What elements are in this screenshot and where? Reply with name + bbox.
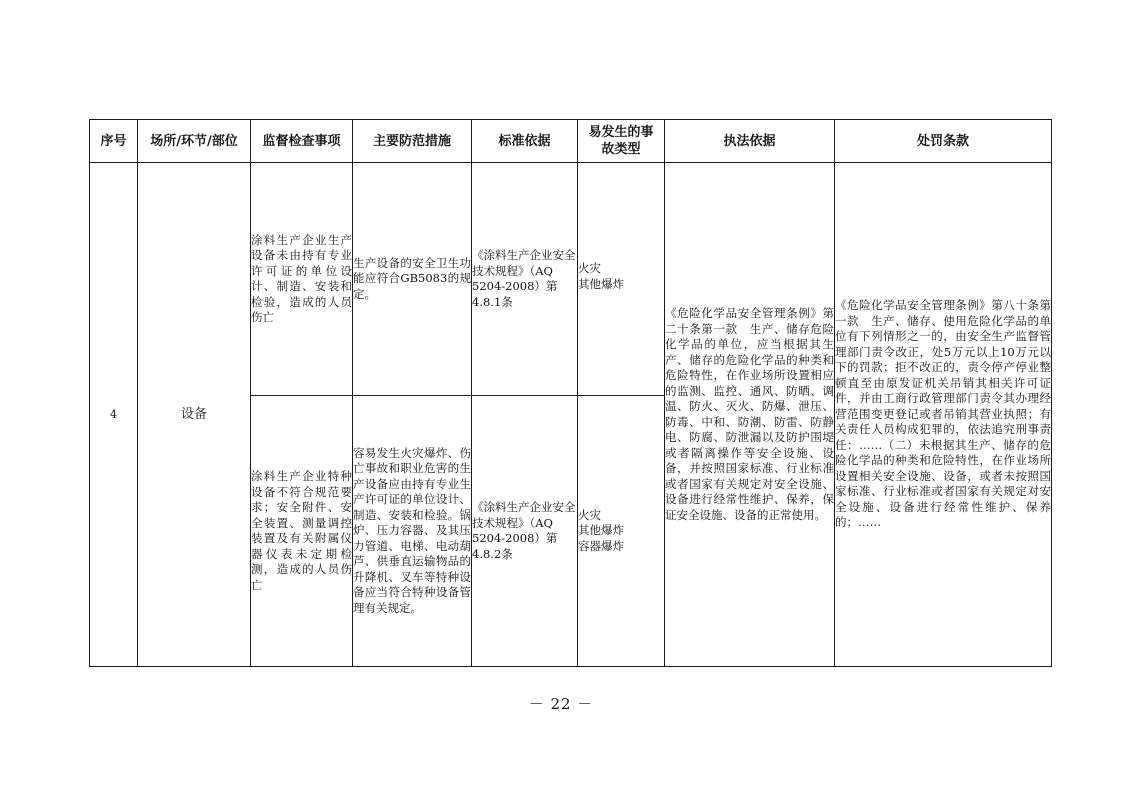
header-penalty: 处罚条款 — [835, 120, 1052, 163]
seq-cell: 4 — [90, 163, 138, 667]
header-row — [90, 120, 1052, 163]
header-seq: 序号 — [90, 120, 138, 163]
standard-cell: 《涂料生产企业安全技术规程》（AQ 5204-2008）第4.8.1条 — [472, 163, 578, 396]
standard-cell: 《涂料生产企业安全技术规程》（AQ 5204-2008）第4.8.2条 — [472, 396, 578, 667]
inspection-cell: 涂料生产企业特种设备不符合规范要求；安全附件、安全装置、测量调控装置及有关附属仪器仪表未定期检测，造成的人员伤亡 — [251, 396, 353, 667]
place-cell: 设备 — [138, 163, 251, 667]
header-place: 场所/环节/部位 — [138, 120, 251, 163]
accident-type-cell: 火灾 其他爆炸 — [578, 163, 665, 396]
measures-cell: 生产设备的安全卫生功能应符合GB5083的规定。 — [353, 163, 472, 396]
table-row — [90, 163, 1052, 396]
page-number: － 22 － — [528, 695, 594, 713]
header-inspection: 监督检查事项 — [251, 120, 353, 163]
regulation-table — [89, 119, 1052, 667]
inspection-cell: 涂料生产企业生产设备未由持有专业许可证的单位设计、制造、安装和检验，造成的人员伤亡 — [251, 163, 353, 396]
law-basis-cell: 《危险化学品安全管理条例》第二十条第一款 生产、储存危险化学品的单位，应当根据其生产、储存的危险化学品的种类和危险特性，在作业场所设置相应的监测、监控、通风、防晒、调温、防火、灭火、防爆、泄压、防毒、中和、防潮、防雷、防静电、防腐、防泄漏以及防护围堤或者隔离操作等安全设施、设备，并按照国家标准、行业标准或者国家有关规定对安全设施、设备进行经常性维护、保养，保证安全设施、设备的正常使用。 — [665, 163, 835, 667]
header-measures: 主要防范措施 — [353, 120, 472, 163]
header-accident-type: 易发生的事故类型 — [578, 120, 665, 163]
measures-cell: 容易发生火灾爆炸、伤亡事故和职业危害的生产设备应由持有专业生产许可证的单位设计、制造、安装和检验。锅炉、压力容器、及其压力管道、电梯、电动葫芦、供垂直运输物品的升降机、叉车等特种设备应当符合特种设备管理有关规定。 — [353, 396, 472, 667]
penalty-cell: 《危险化学品安全管理条例》第八十条第一款 生产、储存、使用危险化学品的单位有下列情形之一的，由安全生产监督管理部门责令改正，处5万元以上10万元以下的罚款；拒不改正的，责令停产停业整顿直至由原发证机关吊销其相关许可证件，并由工商行政管理部门责令其办理经营范围变更登记或者吊销其营业执照；有关责任人员构成犯罪的，依法追究刑事责任：……（二）未根据其生产、储存的危险化学品的种类和危险特性，在作业场所设置相关安全设施、设备，或者未按照国家标准、行业标准或者国家有关规定对安全设施、设备进行经常性维护、保养的；…… — [835, 163, 1052, 667]
header-standard: 标准依据 — [472, 120, 578, 163]
header-law-basis: 执法依据 — [665, 120, 835, 163]
accident-type-cell: 火灾 其他爆炸 容器爆炸 — [578, 396, 665, 667]
